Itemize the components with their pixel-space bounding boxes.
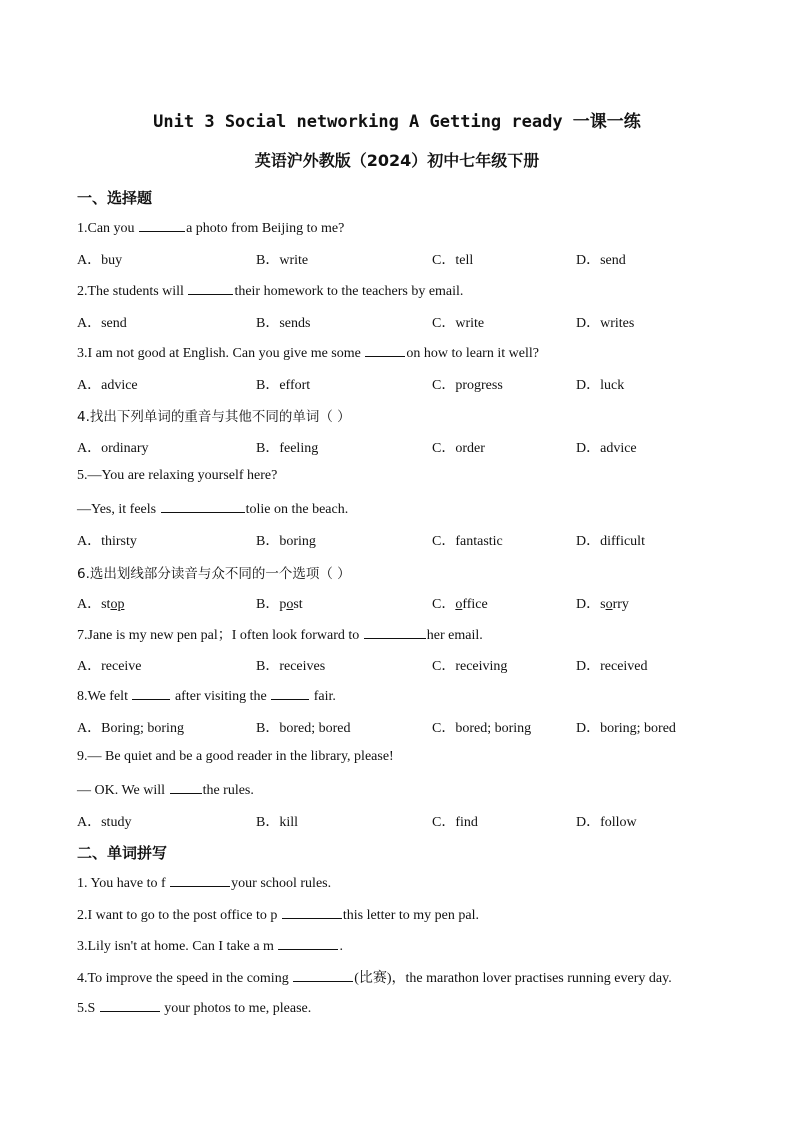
q4-option-a[interactable]: A．ordinary: [77, 441, 149, 456]
q7-option-d[interactable]: D．received: [576, 659, 648, 674]
section-heading-choice: 一、选择题: [77, 189, 153, 207]
spelling-5: 5.S your photos to me, please.: [77, 998, 311, 1017]
q1-option-b[interactable]: B．write: [256, 253, 309, 268]
answer-blank: [161, 499, 245, 513]
q3-option-b[interactable]: B．effort: [256, 378, 311, 393]
q6-option-d[interactable]: D．sorry: [576, 597, 629, 612]
q8-option-a[interactable]: A．Boring; boring: [77, 721, 184, 736]
answer-blank: [132, 686, 170, 700]
question-3: 3.I am not good at English. Can you give me some on how to learn it well?: [77, 343, 539, 362]
q8-option-d[interactable]: D．boring; bored: [576, 721, 676, 736]
answer-blank[interactable]: [293, 968, 353, 982]
page-title: Unit 3 Social networking A Getting ready 一课一练: [153, 112, 641, 132]
question-2: 2.The students will their homework to the teachers by email.: [77, 281, 463, 300]
q2-option-a[interactable]: A．send: [77, 316, 127, 331]
answer-blank[interactable]: [278, 936, 338, 950]
q4-option-d[interactable]: D．advice: [576, 441, 637, 456]
question-4: 4.找出下列单词的重音与其他不同的单词（ ）: [77, 409, 351, 425]
q4-option-b[interactable]: B．feeling: [256, 441, 319, 456]
q6-option-c[interactable]: C．office: [432, 597, 488, 612]
q9-option-d[interactable]: D．follow: [576, 815, 637, 830]
spelling-1: 1. You have to f your school rules.: [77, 873, 331, 892]
question-9-line-2: — OK. We will the rules.: [77, 780, 254, 799]
question-5-line-2: —Yes, it feels tolie on the beach.: [77, 499, 348, 518]
answer-blank: [271, 686, 309, 700]
answer-blank[interactable]: [170, 873, 230, 887]
answer-blank: [139, 218, 185, 232]
page-subtitle: 英语沪外教版（2024）初中七年级下册: [254, 151, 540, 170]
spelling-2: 2.I want to go to the post office to p this letter to my pen pal.: [77, 905, 479, 924]
q7-option-a[interactable]: A．receive: [77, 659, 142, 674]
q8-option-c[interactable]: C．bored; boring: [432, 721, 532, 736]
q9-option-b[interactable]: B．kill: [256, 815, 299, 830]
question-7: 7.Jane is my new pen pal；I often look forward to her email.: [77, 624, 483, 644]
spelling-3: 3.Lily isn't at home. Can I take a m .: [77, 936, 343, 955]
spelling-4: 4.To improve the speed in the coming (比赛)，the marathon lover practises running every day.: [77, 967, 672, 987]
answer-blank[interactable]: [100, 998, 160, 1012]
answer-blank: [188, 281, 233, 295]
q2-option-d[interactable]: D．writes: [576, 316, 635, 331]
q7-option-c[interactable]: C．receiving: [432, 659, 508, 674]
answer-blank: [364, 625, 426, 639]
q5-option-d[interactable]: D．difficult: [576, 534, 645, 549]
q3-option-d[interactable]: D．luck: [576, 378, 625, 393]
section-heading-spelling: 二、单词拼写: [77, 844, 168, 862]
q3-option-a[interactable]: A．advice: [77, 378, 138, 393]
q9-option-a[interactable]: A．study: [77, 815, 132, 830]
question-5-line-1: 5.—You are relaxing yourself here?: [77, 468, 278, 483]
q6-option-a[interactable]: A．stop: [77, 597, 125, 612]
q1-option-a[interactable]: A．buy: [77, 253, 123, 268]
q5-option-c[interactable]: C．fantastic: [432, 534, 503, 549]
answer-blank: [170, 780, 202, 794]
q1-option-c[interactable]: C．tell: [432, 253, 474, 268]
answer-blank[interactable]: [282, 905, 342, 919]
q8-option-b[interactable]: B．bored; bored: [256, 721, 351, 736]
question-1: 1.Can you a photo from Beijing to me?: [77, 218, 344, 237]
q5-option-a[interactable]: A．thirsty: [77, 534, 137, 549]
q9-option-c[interactable]: C．find: [432, 815, 478, 830]
question-6: 6.选出划线部分读音与众不同的一个选项（ ）: [77, 566, 351, 582]
q7-option-b[interactable]: B．receives: [256, 659, 326, 674]
question-8: 8.We felt after visiting the fair.: [77, 686, 336, 705]
q2-option-b[interactable]: B．sends: [256, 316, 311, 331]
q5-option-b[interactable]: B．boring: [256, 534, 316, 549]
q6-option-b[interactable]: B．post: [256, 597, 303, 612]
q4-option-c[interactable]: C．order: [432, 441, 485, 456]
question-9-line-1: 9.— Be quiet and be a good reader in the library, please!: [77, 749, 394, 764]
q2-option-c[interactable]: C．write: [432, 316, 485, 331]
q1-option-d[interactable]: D．send: [576, 253, 626, 268]
answer-blank: [365, 343, 405, 357]
q3-option-c[interactable]: C．progress: [432, 378, 503, 393]
